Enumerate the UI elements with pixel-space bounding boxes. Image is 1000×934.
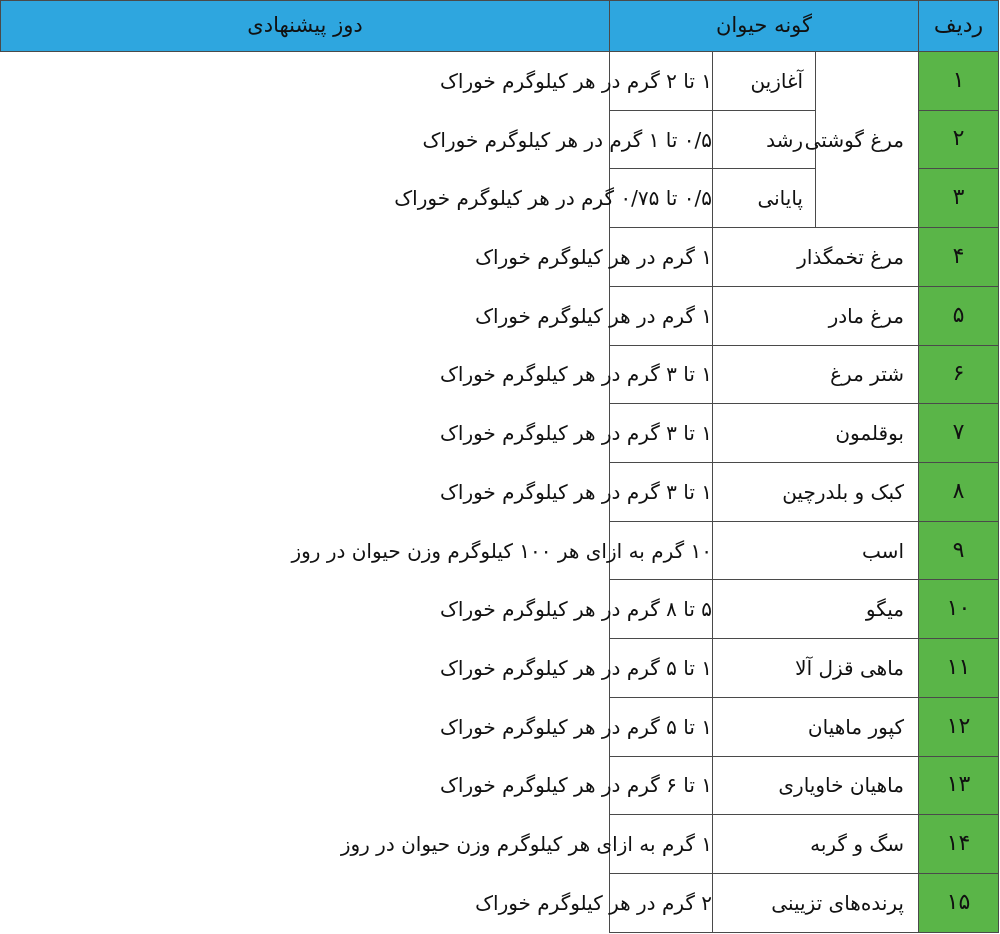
table-row	[1, 815, 999, 874]
table-row	[1, 404, 999, 463]
row-number: ۱۵	[919, 874, 999, 933]
header-row	[1, 1, 999, 52]
row-number: ۱۰	[919, 580, 999, 639]
animal-species: شتر مرغ	[713, 345, 919, 404]
header-dose: دوز پیشنهادی	[1, 1, 610, 52]
animal-group-broiler: مرغ گوشتی	[816, 52, 919, 228]
table-row	[1, 52, 999, 111]
table-row	[1, 228, 999, 287]
dose-cell: ۱ تا ۲ گرم در هر کیلوگرم خوراک	[610, 52, 713, 111]
animal-species: مرغ مادر	[713, 286, 919, 345]
animal-species: ماهی قزل آلا	[713, 639, 919, 698]
row-number: ۱	[919, 52, 999, 111]
dose-cell: ۱ گرم در هر کیلوگرم خوراک	[610, 228, 713, 287]
growth-stage: آغازین	[713, 52, 816, 111]
growth-stage: رشد	[713, 110, 816, 169]
dose-cell: ۱ تا ۳ گرم در هر کیلوگرم خوراک	[610, 463, 713, 522]
animal-species: کبک و بلدرچین	[713, 463, 919, 522]
dose-cell: ۱ تا ۶ گرم در هر کیلوگرم خوراک	[610, 756, 713, 815]
animal-species: ماهیان خاویاری	[713, 756, 919, 815]
dose-cell: ۱ تا ۳ گرم در هر کیلوگرم خوراک	[610, 404, 713, 463]
dose-cell: ۱ گرم در هر کیلوگرم خوراک	[610, 286, 713, 345]
animal-species: میگو	[713, 580, 919, 639]
animal-species: اسب	[713, 521, 919, 580]
dose-cell: ۵ تا ۸ گرم در هر کیلوگرم خوراک	[610, 580, 713, 639]
header-species: گونه حیوان	[610, 1, 919, 52]
row-number: ۷	[919, 404, 999, 463]
row-number: ۵	[919, 286, 999, 345]
dose-cell: ۰/۵ تا ۰/۷۵ گرم در هر کیلوگرم خوراک	[610, 169, 713, 228]
dose-cell: ۲ گرم در هر کیلوگرم خوراک	[610, 874, 713, 933]
dose-cell: ۰/۵ تا ۱ گرم در هر کیلوگرم خوراک	[610, 110, 713, 169]
dose-cell: ۱ تا ۵ گرم در هر کیلوگرم خوراک	[610, 639, 713, 698]
animal-species: بوقلمون	[713, 404, 919, 463]
table-row	[1, 463, 999, 522]
animal-species: مرغ تخمگذار	[713, 228, 919, 287]
animal-species: کپور ماهیان	[713, 697, 919, 756]
table-row	[1, 874, 999, 933]
row-number: ۳	[919, 169, 999, 228]
row-number: ۱۴	[919, 815, 999, 874]
row-number: ۶	[919, 345, 999, 404]
row-number: ۱۱	[919, 639, 999, 698]
dose-cell: ۱۰ گرم به ازای هر ۱۰۰ کیلوگرم وزن حیوان در روز	[610, 521, 713, 580]
dose-cell: ۱ تا ۵ گرم در هر کیلوگرم خوراک	[610, 697, 713, 756]
header-row-number: ردیف	[919, 1, 999, 52]
table-row	[1, 639, 999, 698]
table-row	[1, 521, 999, 580]
row-number: ۲	[919, 110, 999, 169]
row-number: ۱۲	[919, 697, 999, 756]
row-number: ۸	[919, 463, 999, 522]
dose-cell: ۱ تا ۳ گرم در هر کیلوگرم خوراک	[610, 345, 713, 404]
table-row	[1, 580, 999, 639]
row-number: ۹	[919, 521, 999, 580]
animal-species: پرنده‌های تزیینی	[713, 874, 919, 933]
table-row	[1, 697, 999, 756]
table-row	[1, 345, 999, 404]
row-number: ۱۳	[919, 756, 999, 815]
row-number: ۴	[919, 228, 999, 287]
table-row	[1, 286, 999, 345]
growth-stage: پایانی	[713, 169, 816, 228]
table-row	[1, 756, 999, 815]
dose-cell: ۱ گرم به ازای هر کیلوگرم وزن حیوان در روز	[610, 815, 713, 874]
animal-species: سگ و گربه	[713, 815, 919, 874]
